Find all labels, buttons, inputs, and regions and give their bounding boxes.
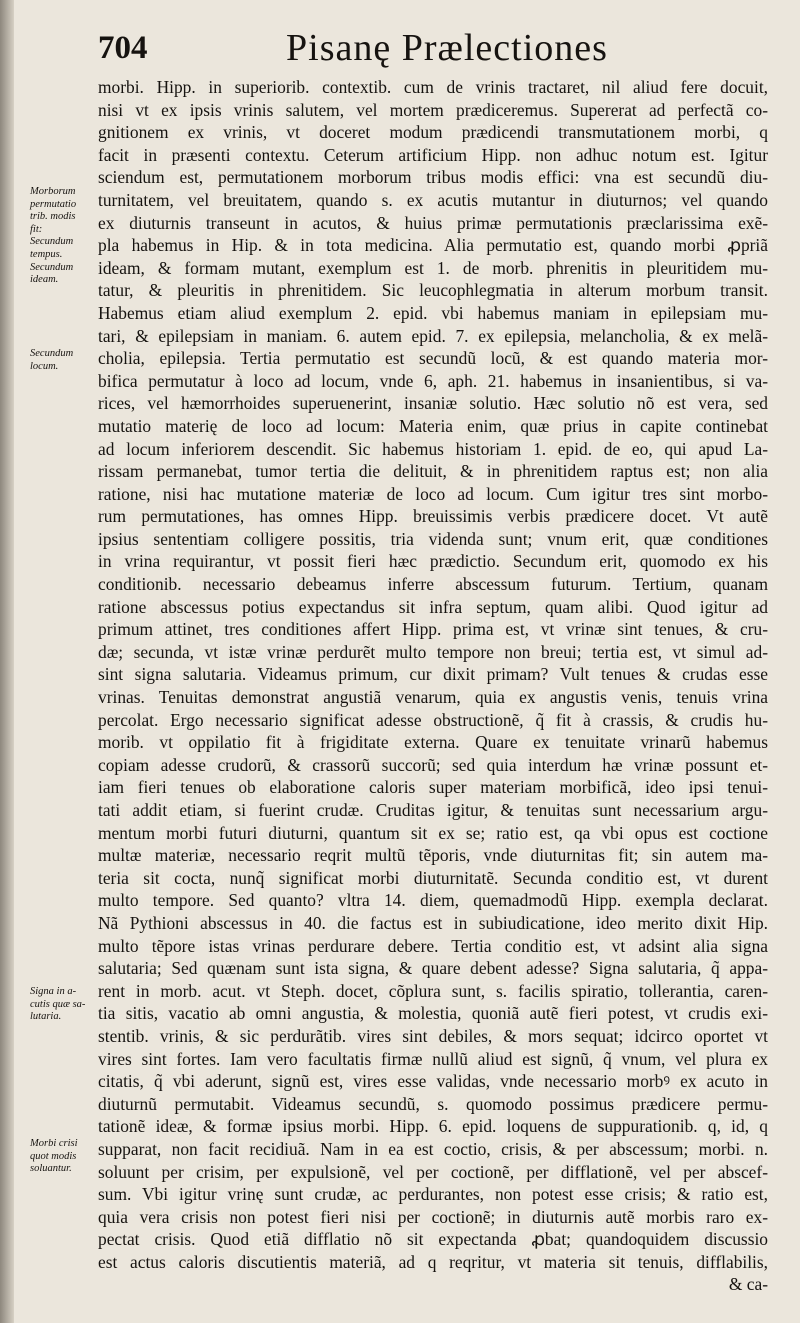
running-title: Pisanę Prælectiones (286, 27, 608, 69)
text-line: Habemus etiam aliud exemplum 2. epid. vbi habemus maniam in epilepsiam mu- (98, 302, 768, 323)
text-line: multo tẽpore istas vrinas perdurare debere. Tertia conditio est, vt adsint alia signa (98, 935, 768, 956)
page-header (98, 22, 778, 82)
text-line: sint signa salutaria. Videamus primum, cur dixit primam? Vult tenues & crudas esse (98, 664, 768, 685)
text-line: rum permutationes, has omnes Hipp. breuissimis verbis prædicere docet. Vt autẽ (98, 506, 768, 527)
text-line: tationẽ ideæ, & formæ ipsius morbi. Hipp. 6. epid. loquens de suppurationib. q, id, q (98, 1116, 768, 1137)
text-line: Nã Pythioni abscessus in 40. die factus est in subiudicatione, ideo merito dixit Hip. (98, 912, 768, 933)
text-line: quia vera crisis non potest fieri nisi per coctionẽ; in diuturnis autẽ morbis raro ex- (98, 1206, 768, 1227)
text-line: in vrina requirantur, vt possit fieri hæc prædictio. Secundum erit, quomodo ex his (98, 551, 768, 572)
text-line: conditionib. necessario debeamus inferre abscessum futurum. Tertium, quanam (98, 574, 768, 595)
text-line: stentib. vrinis, & sic perdurãtib. vires sint debiles, & mors sequat; idcirco oportet vt (98, 1025, 768, 1046)
margin-note-line: Secundum (30, 348, 74, 359)
text-line: soluunt per crisim, per expulsionẽ, vel per coctionẽ, per difflationẽ, vel per abscef- (98, 1161, 768, 1182)
margin-note-line: quot modis (30, 1150, 77, 1162)
text-line: nisi vt ex ipsis vrinis salutem, vel mortem prædiceremus. Supererat ad perfectã co- (98, 99, 768, 120)
text-line: rissam permanebat, tumor tertia die delituit, & in phrenitidem raptus est; non alia (98, 461, 768, 482)
text-line: tia sitis, vacatio ab omni angustia, & molestia, quoniã autẽ fieri potest, vt crudis exi- (98, 1003, 768, 1024)
text-line: morib. vt oppilatio fit à frigiditate externa. Quare ex tenuitate vrinarũ habemus (98, 732, 768, 753)
text-line: bifica permutatur à loco ad locum, vnde 6, aph. 21. habemus in insanientibus, si va- (98, 370, 768, 391)
text-line: ideam, & formam mutant, exemplum est 1. de morb. phrenitis in pleuritidem mu- (98, 257, 768, 278)
text-line: percolat. Ergo necessario significat adesse obstructionẽ, q̃ fit à crassis, & crudis hu- (98, 709, 768, 730)
text-line: sum. Vbi igitur vrinę sunt crudæ, ac perdurantes, non potest esse crisis; & ratio est, (98, 1184, 768, 1205)
text-line: rices, vel hæmorrhoides superuenerint, insaniæ solutio. Hæc solutio nõ est vera, sed (98, 393, 768, 414)
body-text (98, 76, 768, 1296)
margin-note-permutations (30, 186, 96, 287)
text-line: diuturnũ permutabit. Videamus secundũ, s. quomodo possimus prædicere permu- (98, 1093, 768, 1114)
text-line: ratione, nisi hac mutatione materiæ de loco ad locum. Cum igitur tres sint morbo- (98, 483, 768, 504)
margin-note-line: Secundum (30, 236, 74, 248)
margin-note-line: locum. (30, 360, 59, 372)
margin-note-line: Morbi crisi (30, 1138, 78, 1149)
text-line: tatur, & pleuritis in phrenitidem. Sic leucophlegmatia in alterum morbum transit. (98, 280, 768, 301)
text-line: gnitionem ex vrinis, vt doceret modum prædicendi transmutationem morbi, q (98, 122, 768, 143)
margin-note-line: Morborum (30, 186, 76, 197)
margin-note-locus (30, 348, 96, 373)
text-line: mentum morbi futuri diuturni, quantum sit ex se; ratio est, qa vbi opus est coctione (98, 822, 768, 843)
text-line: iam fieri tenues ob elaboratione caloris super materiam morbificã, ideo ipsi tenui- (98, 777, 768, 798)
margin-note-line: Signa in a- (30, 986, 77, 997)
book-spine-shadow (0, 0, 14, 1323)
text-line: sciendum est, permutationem morborum tribus modis effici: vna est secundũ diu- (98, 167, 768, 188)
text-line: turnitatem, vel breuitatem, quando s. ex acutis mutantur in diuturnos; vel quando (98, 189, 768, 210)
margin-note-line: permutatio (30, 198, 77, 210)
text-line: multo tempore. Sed quanto? vltra 14. diem, quemadmodũ Hipp. exempla declarat. (98, 890, 768, 911)
margin-note-line: cutis quæ sa- (30, 998, 86, 1010)
margin-note-line: soluantur. (30, 1163, 72, 1175)
text-line: pla habemus in Hip. & in tota medicina. Alia permutatio est, quando morbi ꝓpriã (98, 235, 768, 256)
text-line: copiam adesse crudorũ, & crassorũ succorũ; sed quia interdum hæ vrinæ possunt et- (98, 754, 768, 775)
text-line: ad locum inferiorem descendit. Sic habemus historiam 1. epid. de eo, qui apud La- (98, 438, 768, 459)
text-line: & ca- (728, 1274, 768, 1295)
text-line: citatis, q̃ vbi aderunt, signũ est, vires esse validas, vnde necessario morbꝰ ex acuto in (98, 1071, 768, 1092)
page-number: 704 (98, 30, 148, 66)
margin-note-line: lutaria. (30, 1011, 62, 1023)
text-line: est actus caloris discutientis materiã, ad q reqritur, vt materia sit tenuis, difflabilis, (98, 1251, 768, 1272)
text-line: morbi. Hipp. in superiorib. contextib. cum de vrinis tractaret, nil aliud fere docuit, (98, 77, 768, 97)
text-line: salutaria; Sed quænam sunt ista signa, & quare debent adesse? Signa salutaria, q̃ appa- (98, 958, 768, 979)
text-line: tari, & epilepsiam in maniam. 6. autem epid. 7. ex epilepsia, melancholia, & ex melã- (98, 325, 768, 346)
text-line: ratione abscessus potius expectandus sit infra septum, quam alibi. Quod igitur ad (98, 596, 768, 617)
margin-note-line: tempus. (30, 248, 63, 260)
text-line: multæ materiæ, necessario reqrit multũ tẽporis, vnde diuturnitas fit; sin autem ma- (98, 845, 768, 866)
text-line: mutatio materię de loco ad locum: Materia enim, quæ prius in capite continebat (98, 415, 768, 436)
margin-note-signa (30, 986, 96, 1024)
margin-note-line: ideam. (30, 274, 59, 286)
text-line: pectat crisis. Quod etiã difflatio nõ sit expectanda ꝓbat; quandoquidem discussio (98, 1229, 768, 1250)
text-line: teria sit cocta, nunq̃ significat morbi diuturnitatẽ. Secunda conditio est, vt durent (98, 867, 768, 888)
margin-note-line: trib. modis (30, 211, 76, 223)
margin-note-line: Secundum (30, 261, 74, 273)
text-line: dæ; secunda, vt istæ vrinæ perdurẽt multo tempore non breui; tertia est, vt simul ad- (98, 641, 768, 662)
text-line: primum attinet, tres conditiones affert Hipp. prima est, vt vrinæ sint tenues, & cru- (98, 619, 768, 640)
text-line: vires sint fortes. Iam vero facultatis firmæ nullũ aliud est signũ, q̃ vnum, vel plura ex (98, 1048, 768, 1069)
text-line: rent in morb. acut. vt Steph. docet, cõplura sunt, s. facilis spiratio, tollerantia, caren- (98, 980, 768, 1001)
text-line: vrinas. Tenuitas demonstrat angustiã venarum, quia ex angustis venis, tenuis vrina (98, 687, 768, 708)
text-line: cholia, epilepsia. Tertia permutatio est secundũ locũ, & est quando materia mor- (98, 348, 768, 369)
text-line: ex diuturnis transeunt in acutos, & huius primæ permutationis præclarissima exẽ- (98, 212, 768, 233)
margin-note-line: fit: (30, 223, 43, 235)
text-line: supparat, non facit recidiuã. Nam in ea est coctio, crisis, & per abscessum; morbi. n. (98, 1138, 768, 1159)
text-line: facit in præsenti contextu. Ceterum artificium Hipp. non adhuc notum est. Igitur (98, 144, 768, 165)
text-line: tati addit etiam, si fuerint crudæ. Cruditas igitur, & tenuitas sunt necessarium argu- (98, 800, 768, 820)
text-line: ipsius sententiam colligere possitis, tria videnda sunt; vnum erit, quæ conditiones (98, 528, 768, 549)
margin-note-crisis (30, 1138, 96, 1176)
